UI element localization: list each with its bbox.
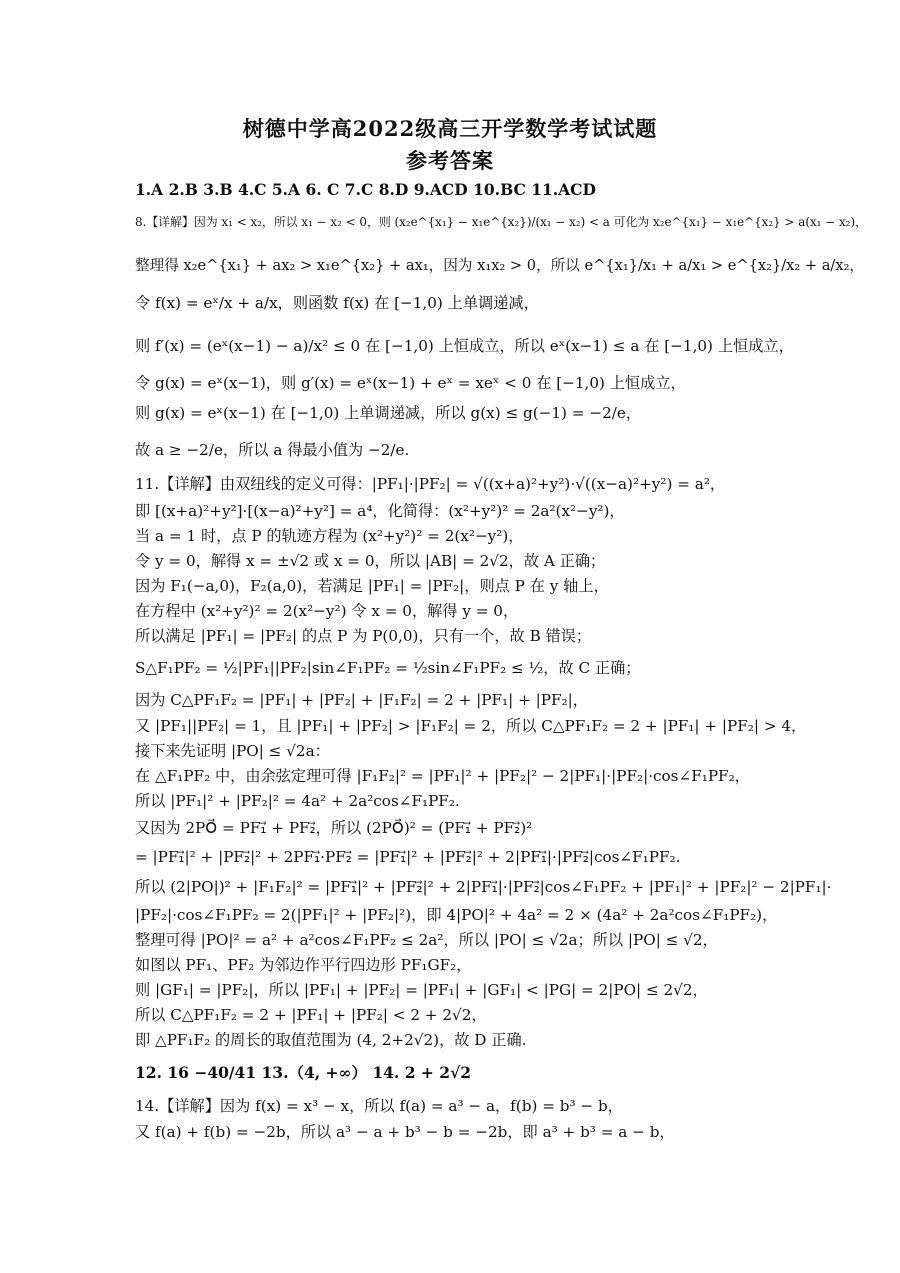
solution-line: 令 g(x) = eˣ(x−1)，则 g′(x) = eˣ(x−1) + eˣ = xeˣ < 0 在 [−1,0) 上恒成立，: [135, 374, 686, 392]
solution-line: 接下来先证明 |PO| ≤ √2a：: [135, 742, 330, 760]
solution-line: = |PF₁⃗|² + |PF₂⃗|² + 2PF₁⃗·PF₂⃗ = |PF₁⃗|² + |PF₂⃗|² + 2|PF₁⃗|·|PF₂⃗|cos∠F₁PF₂.: [135, 848, 681, 866]
solution-line: 如图以 PF₁、PF₂ 为邻边作平行四边形 PF₁GF₂，: [135, 956, 472, 974]
solution-line: 11.【详解】由双纽线的定义可得：|PF₁|·|PF₂| = √((x+a)²+y²)·√((x−a)²+y²) = a²，: [135, 475, 726, 493]
solution-line: 所以满足 |PF₁| = |PF₂| 的点 P 为 P(0,0)，只有一个，故 B 错误；: [135, 627, 592, 645]
solution-line: 所以 |PF₁|² + |PF₂|² = 4a² + 2a²cos∠F₁PF₂.: [135, 792, 460, 810]
solution-line: 因为 F₁(−a,0)，F₂(a,0)，若满足 |PF₁| = |PF₂|，则点 P 在 y 轴上，: [135, 577, 609, 595]
solution-line: |PF₂|·cos∠F₁PF₂ = 2(|PF₁|² + |PF₂|²)，即 4|PO|² + 4a² = 2 × (4a² + 2a²cos∠F₁PF₂)，: [135, 906, 778, 924]
solution-line: S△F₁PF₂ = ½|PF₁||PF₂|sin∠F₁PF₂ = ½sin∠F₁PF₂ ≤ ½，故 C 正确；: [135, 659, 641, 677]
solution-line: 在方程中 (x²+y²)² = 2(x²−y²) 令 x = 0，解得 y = 0，: [135, 602, 519, 620]
document-subtitle: 参考答案: [406, 148, 494, 173]
solution-line: 所以 C△PF₁F₂ = 2 + |PF₁| + |PF₂| < 2 + 2√2，: [135, 1006, 487, 1024]
solution-line: 所以 (2|PO|)² + |F₁F₂|² = |PF₁⃗|² + |PF₂⃗|² + 2|PF₁⃗|·|PF₂⃗|cos∠F₁PF₂ + |PF₁|² + |PF₂|² − 2|PF₁|·: [135, 878, 832, 896]
solution-line: 当 a = 1 时，点 P 的轨迹方程为 (x²+y²)² = 2(x²−y²)，: [135, 527, 524, 545]
solution-line: 又 f(a) + f(b) = −2b，所以 a³ − a + b³ − b = −2b，即 a³ + b³ = a − b，: [135, 1123, 675, 1141]
solution-line: 故 a ≥ −2/e，所以 a 得最小值为 −2/e.: [135, 441, 410, 459]
document-title: 树德中学高2022级高三开学数学考试试题: [242, 116, 658, 141]
solution-line: 因为 C△PF₁F₂ = |PF₁| + |PF₂| + |F₁F₂| = 2 + |PF₁| + |PF₂|，: [135, 691, 588, 709]
solution-line: 令 f(x) = eˣ/x + a/x，则函数 f(x) 在 [−1,0) 上单调递减，: [135, 294, 539, 312]
solution-line: 又因为 2PO⃗ = PF₁⃗ + PF₂⃗，所以 (2PO⃗)² = (PF₁⃗ + PF₂⃗)²: [135, 819, 533, 837]
solution-line: 整理得 x₂e^{x₁} + ax₂ > x₁e^{x₂} + ax₁，因为 x₁x₂ > 0，所以 e^{x₁}/x₁ + a/x₁ > e^{x₂}/x₂ + a/x₂，: [135, 257, 865, 274]
solution-line: 又 |PF₁||PF₂| = 1，且 |PF₁| + |PF₂| > |F₁F₂| = 2，所以 C△PF₁F₂ = 2 + |PF₁| + |PF₂| > 4，: [135, 717, 807, 735]
solution-line: 14.【详解】因为 f(x) = x³ − x，所以 f(a) = a³ − a，f(b) = b³ − b，: [135, 1097, 623, 1115]
fill-in-answers: 12. 16 −40/41 13.（4, +∞） 14. 2 + 2√2: [135, 1063, 472, 1082]
solution-line: 即 [(x+a)²+y²]·[(x−a)²+y²] = a⁴，化简得：(x²+y²)² = 2a²(x²−y²)，: [135, 502, 625, 520]
solution-line: 则 f′(x) = (eˣ(x−1) − a)/x² ≤ 0 在 [−1,0) 上恒成立，所以 eˣ(x−1) ≤ a 在 [−1,0) 上恒成立，: [135, 337, 794, 355]
solution-line: 则 |GF₁| = |PF₂|，所以 |PF₁| + |PF₂| = |PF₁| + |GF₁| < |PG| = 2|PO| ≤ 2√2，: [135, 981, 708, 999]
solution-line: 在 △F₁PF₂ 中，由余弦定理可得 |F₁F₂|² = |PF₁|² + |PF₂|² − 2|PF₁|·|PF₂|·cos∠F₁PF₂，: [135, 767, 750, 785]
solution-line: 则 g(x) = eˣ(x−1) 在 [−1,0) 上单调递减，所以 g(x) ≤ g(−1) = −2/e，: [135, 404, 642, 422]
multiple-choice-answers: 1.A 2.B 3.B 4.C 5.A 6. C 7.C 8.D 9.ACD 10.BC 11.ACD: [135, 180, 596, 199]
solution-line: 令 y = 0，解得 x = ±√2 或 x = 0，所以 |AB| = 2√2，故 A 正确；: [135, 552, 606, 570]
solution-line: 即 △PF₁F₂ 的周长的取值范围为 (4, 2+2√2)，故 D 正确.: [135, 1031, 527, 1049]
solution-line: 8.【详解】因为 x₁ < x₂，所以 x₁ − x₂ < 0，则 (x₂e^{x₁} − x₁e^{x₂})/(x₁ − x₂) < a 可化为 x₂e^{x₁} − x₁e^{x₂} > a(x₁ − x₂)，: [135, 215, 867, 229]
solution-line: 整理可得 |PO|² = a² + a²cos∠F₁PF₂ ≤ 2a²，所以 |PO| ≤ √2a；所以 |PO| ≤ √2，: [135, 931, 718, 949]
